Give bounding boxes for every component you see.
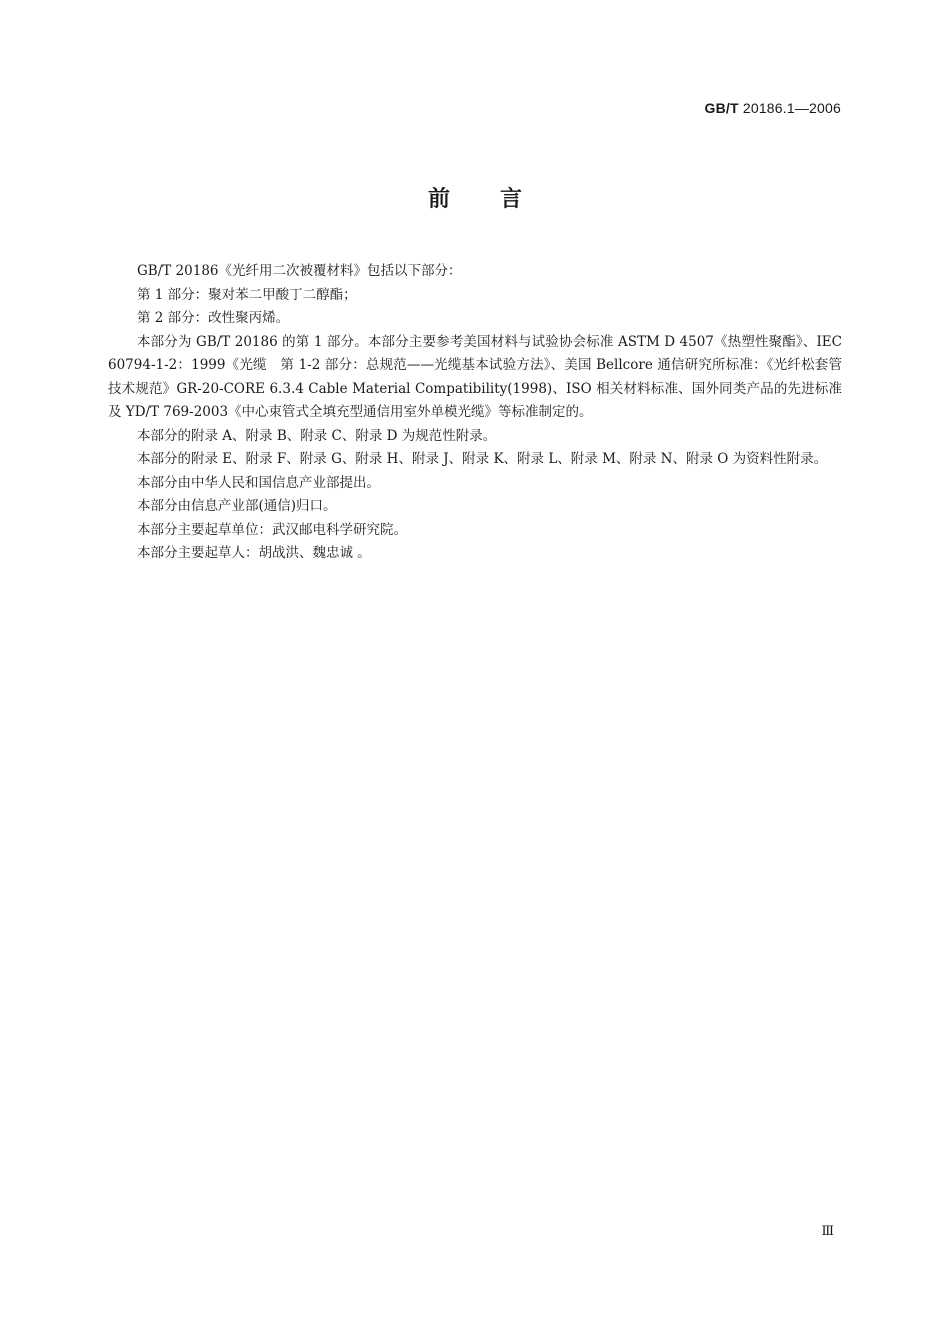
paragraph-part-2: 第 2 部分：改性聚丙烯。 bbox=[137, 310, 290, 326]
foreword-body bbox=[108, 260, 842, 566]
standard-number: 20186.1—2006 bbox=[742, 100, 841, 116]
paragraph-parts-intro: GB/T 20186《光纤用二次被覆材料》包括以下部分： bbox=[137, 263, 462, 279]
paragraph-references: 本部分为 GB/T 20186 的第 1 部分。本部分主要参考美国材料与试验协会标准 ASTM D 4507《热塑性聚酯》、IEC 60794-1-2：1999《光缆 第 1-2 部分：总规范——光缆基本试验方法》、美国 Bellcore 通信研究所标准：《光纤松套管技术规范》GR-20-CORE 6.3.4 Cable Material Compatibility(1998)、ISO 相关材料标准、国外同类产品的先进标准及 YD/T 769-2003《中心束管式全填充型通信用室外单模光缆》等标准制定的。 bbox=[108, 333, 842, 420]
paragraph-drafters: 本部分主要起草人：胡战洪、魏忠诚 。 bbox=[137, 545, 371, 561]
paragraph-normative-annexes: 本部分的附录 A、附录 B、附录 C、附录 D 为规范性附录。 bbox=[137, 427, 497, 444]
standard-number-header bbox=[705, 100, 842, 116]
paragraph-administrator: 本部分由信息产业部(通信)归口。 bbox=[137, 498, 337, 514]
paragraph-part-1: 第 1 部分：聚对苯二甲酸丁二醇酯； bbox=[137, 286, 357, 303]
standard-prefix: GB/T bbox=[704, 100, 739, 116]
paragraph-drafting-unit: 本部分主要起草单位：武汉邮电科学研究院。 bbox=[137, 521, 407, 538]
page-number: Ⅲ bbox=[821, 1224, 834, 1239]
page-title: 前言 bbox=[427, 187, 572, 212]
paragraph-proposer: 本部分由中华人民和国信息产业部提出。 bbox=[137, 474, 380, 491]
paragraph-informative-annexes: 本部分的附录 E、附录 F、附录 G、附录 H、附录 J、附录 K、附录 L、附录 M、附录 N、附录 O 为资料性附录。 bbox=[137, 451, 828, 467]
